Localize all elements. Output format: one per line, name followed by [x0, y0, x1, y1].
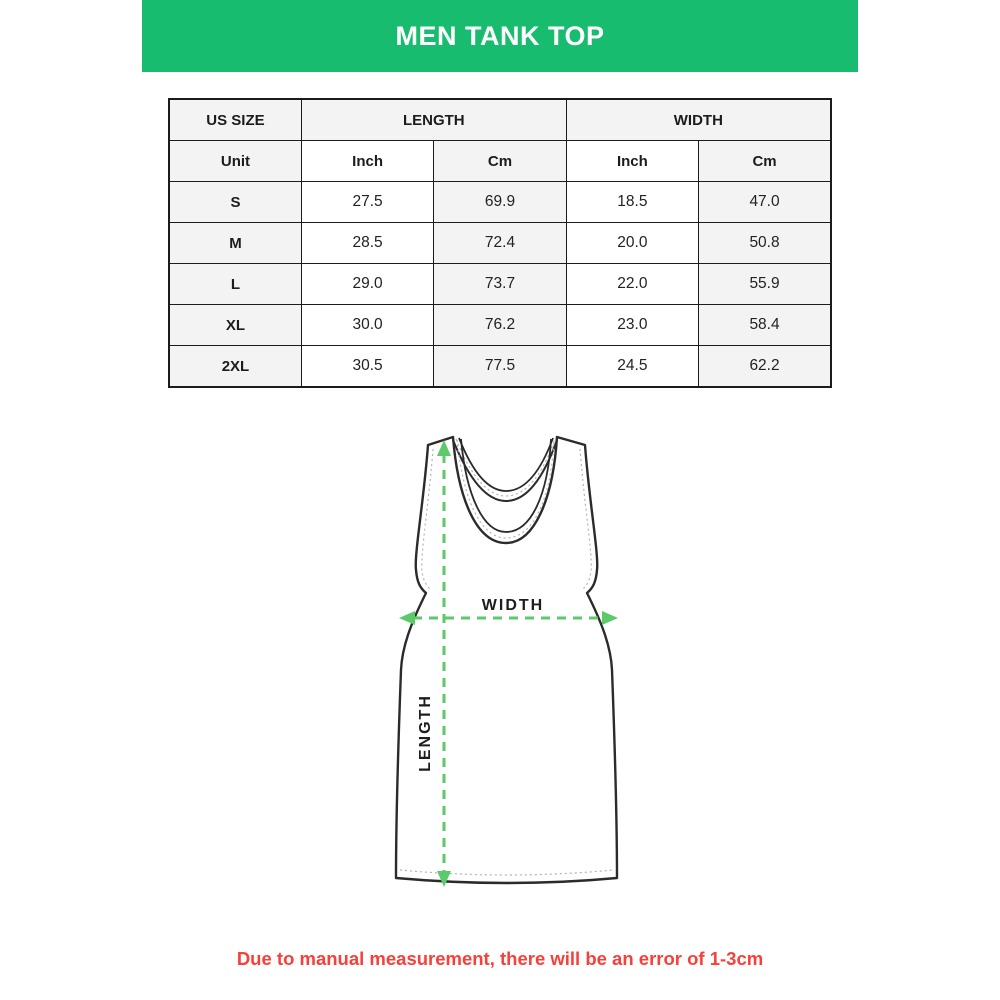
value-cell: 23.0 — [566, 305, 698, 346]
value-cell: 22.0 — [566, 264, 698, 305]
value-cell: 28.5 — [301, 223, 433, 264]
size-cell: 2XL — [169, 346, 301, 388]
value-cell: 58.4 — [699, 305, 831, 346]
value-cell: 76.2 — [434, 305, 566, 346]
size-cell: XL — [169, 305, 301, 346]
page-title: MEN TANK TOP — [395, 20, 605, 51]
title-banner — [142, 0, 858, 72]
value-cell: 72.4 — [434, 223, 566, 264]
tank-top-svg — [370, 420, 650, 900]
table-row-s — [169, 182, 831, 223]
header-us-size: US SIZE — [169, 99, 301, 141]
value-cell: 30.5 — [301, 346, 433, 388]
subheader-length-cm: Cm — [434, 141, 566, 182]
value-cell: 55.9 — [699, 264, 831, 305]
size-chart-table — [168, 98, 832, 388]
value-cell: 18.5 — [566, 182, 698, 223]
value-cell: 30.0 — [301, 305, 433, 346]
value-cell: 62.2 — [699, 346, 831, 388]
back-collar — [453, 438, 557, 501]
value-cell: 77.5 — [434, 346, 566, 388]
subheader-width-cm: Cm — [699, 141, 831, 182]
value-cell: 50.8 — [699, 223, 831, 264]
table-header-row — [169, 99, 831, 141]
value-cell: 73.7 — [434, 264, 566, 305]
value-cell: 47.0 — [699, 182, 831, 223]
width-label: WIDTH — [481, 597, 545, 614]
value-cell: 29.0 — [301, 264, 433, 305]
value-cell: 20.0 — [566, 223, 698, 264]
value-cell: 69.9 — [434, 182, 566, 223]
tank-top-illustration — [370, 420, 650, 900]
header-width-group: WIDTH — [566, 99, 831, 141]
size-cell: S — [169, 182, 301, 223]
measurement-disclaimer: Due to manual measurement, there will be an error of 1-3cm — [236, 948, 764, 969]
size-cell: L — [169, 264, 301, 305]
subheader-length-inch: Inch — [301, 141, 433, 182]
table-row-l — [169, 264, 831, 305]
table-subheader-row — [169, 141, 831, 182]
value-cell: 27.5 — [301, 182, 433, 223]
subheader-width-inch: Inch — [566, 141, 698, 182]
subheader-unit: Unit — [169, 141, 301, 182]
table-row-2xl — [169, 346, 831, 388]
length-label: LENGTH — [417, 694, 434, 772]
header-length-group: LENGTH — [301, 99, 566, 141]
value-cell: 24.5 — [566, 346, 698, 388]
table-row-xl — [169, 305, 831, 346]
table-row-m — [169, 223, 831, 264]
tank-outline — [396, 437, 617, 883]
size-cell: M — [169, 223, 301, 264]
